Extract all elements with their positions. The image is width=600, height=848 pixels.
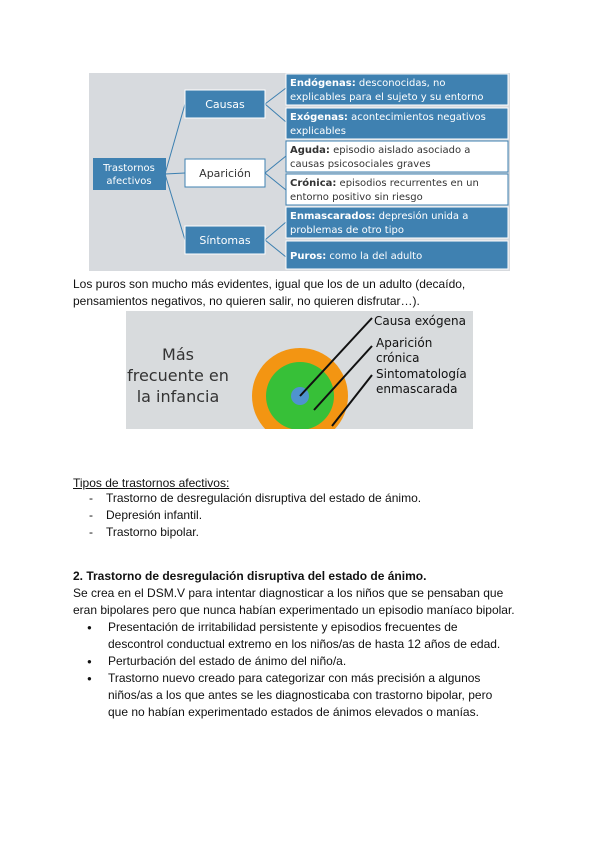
list-item: ● Trastorno nuevo creado para categorizar con más precisión a algunos niños/as a los que antes se les diagnosticaba con trastorno bipolar, pero que no habían experimentado estados de ánimos elevados o manías. — [73, 670, 513, 721]
aguda-term: Aguda: — [290, 145, 330, 156]
endogenas-term: Endógenas: — [290, 78, 356, 89]
sintomas-label: Síntomas — [199, 234, 251, 247]
causas-label: Causas — [205, 98, 245, 111]
exogenas-line1 — [290, 111, 486, 123]
aguda-line1 — [290, 145, 470, 156]
section2-heading: 2. Trastorno de desregulación disruptiva del estado de ánimo. — [73, 569, 427, 583]
enmascarados-desc: depresión unida a — [375, 211, 469, 222]
infancia-line-3: la infancia — [136, 387, 220, 406]
puros-term: Puros: — [290, 251, 327, 262]
exogenas-term: Exógenas: — [290, 112, 348, 123]
label-causa-exogena: Causa exógena — [374, 314, 466, 328]
cronica-line1 — [290, 177, 479, 189]
trastornos-diagram — [89, 73, 510, 271]
aguda-line2: causas psicosociales graves — [290, 159, 431, 170]
section2-intro: Se crea en el DSM.V para intentar diagnosticar a los niños que se pensaban que eran bipolares pero que nunca habían experimentado un episodio maníaco bipolar. — [73, 586, 515, 617]
exogenas-line2: explicables — [290, 126, 346, 137]
enmascarados-line2: problemas de otro tipo — [290, 225, 404, 236]
cronica-line2: entorno positivo sin riesgo — [290, 192, 423, 203]
puros-desc: como la del adulto — [326, 251, 423, 262]
label-aparicion-2: crónica — [376, 351, 420, 365]
tipos-title: Tipos de trastornos afectivos: — [73, 476, 230, 490]
list-item: - Depresión infantil. — [73, 507, 533, 524]
list-item: ● Presentación de irritabilidad persistente y episodios frecuentes de descontrol conductual extremo en los niños/as de hasta 12 años de edad. — [73, 619, 513, 653]
infancia-diagram — [126, 311, 473, 429]
infancia-line-2: frecuente en — [127, 366, 229, 385]
list-item: - Trastorno de desregulación disruptiva del estado de ánimo. — [73, 490, 533, 507]
section2-bullets — [73, 619, 513, 721]
exogenas-desc: acontecimientos negativos — [347, 112, 486, 123]
root-line-2: afectivos — [106, 176, 152, 187]
puros-paragraph: Los puros son mucho más evidentes, igual que los de un adulto (decaído, pensamientos negativos, no quieren salir, no quieren disfrutar…). — [73, 277, 466, 308]
label-sintomatologia-2: enmascarada — [376, 382, 458, 396]
label-aparicion-1: Aparición — [376, 336, 433, 350]
cronica-desc: episodios recurrentes en un — [336, 178, 479, 189]
aparicion-label: Aparición — [199, 167, 251, 180]
infancia-line-1: Más — [162, 345, 194, 364]
enmascarados-term: Enmascarados: — [290, 211, 376, 222]
list-item: - Trastorno bipolar. — [73, 524, 533, 541]
label-sintomatologia-1: Sintomatología — [376, 367, 467, 381]
root-line-1: Trastornos — [103, 163, 155, 174]
tipos-list — [73, 490, 533, 541]
puros-line1 — [290, 251, 422, 262]
enmascarados-line1 — [290, 210, 468, 222]
endogenas-desc: desconocidas, no — [355, 78, 446, 89]
aguda-desc: episodio aislado asociado a — [329, 145, 471, 156]
list-item: ● Perturbación del estado de ánimo del niño/a. — [73, 653, 513, 670]
cronica-term: Crónica: — [290, 178, 337, 189]
endogenas-line1 — [290, 77, 446, 89]
endogenas-line2: explicables para el sujeto y su entorno — [290, 92, 484, 103]
